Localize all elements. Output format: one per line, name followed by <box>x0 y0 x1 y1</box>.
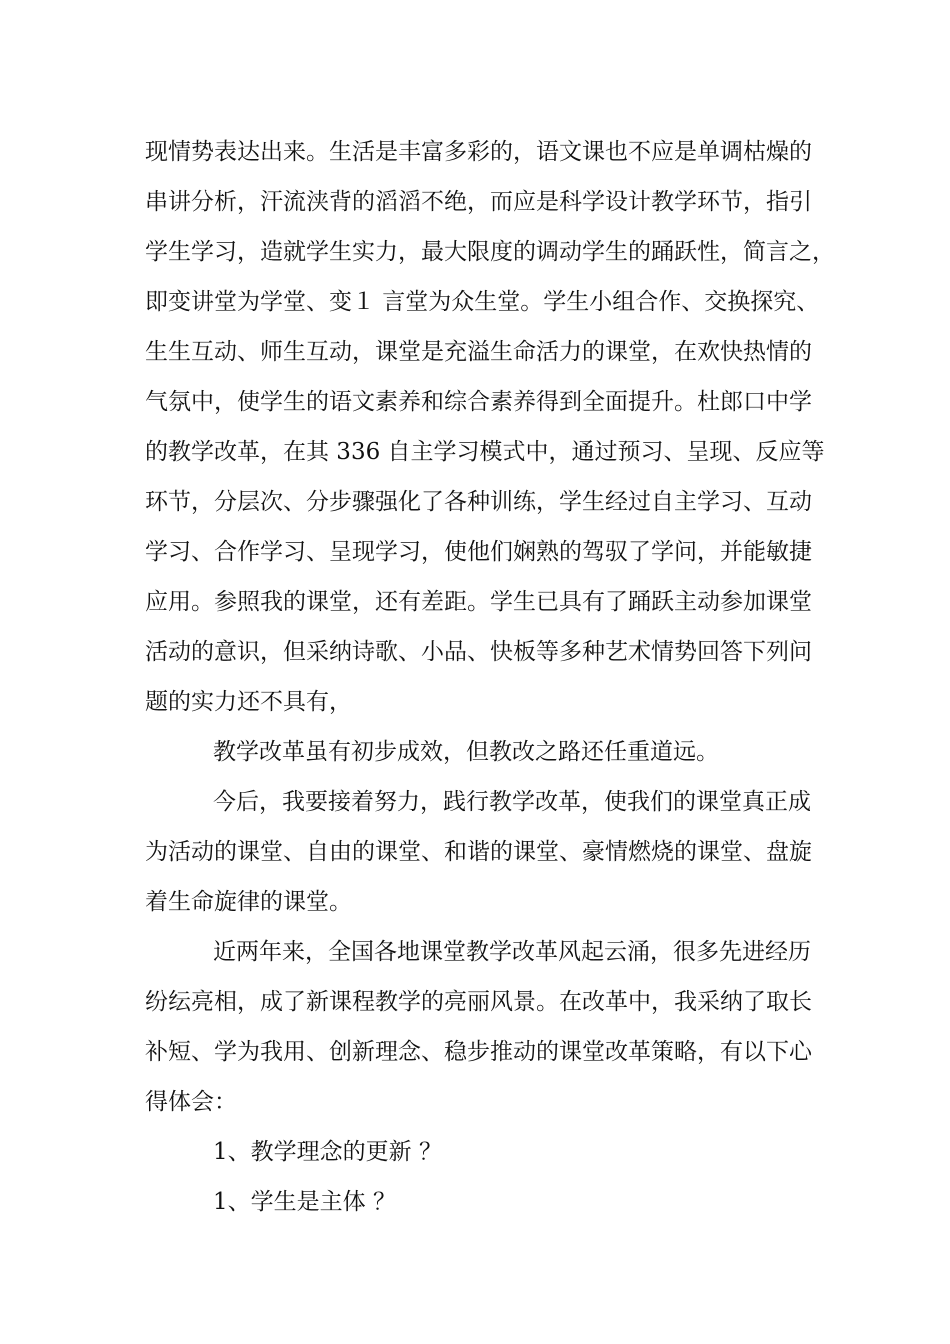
text-line: 得体会： <box>145 1089 237 1115</box>
text-line: 学习、合作学习、呈现学习，使他们娴熟的驾驭了学问，并能敏捷 <box>145 539 812 565</box>
text-line: 着生命旋律的课堂。 <box>145 889 352 915</box>
text-line: 即变讲堂为学堂、变１ 言堂为众生堂。学生小组合作、交换探究、 <box>145 289 820 315</box>
text-line: 的教学改革，在其 336 自主学习模式中，通过预习、呈现、反应等 <box>145 439 825 465</box>
text-line: 环节，分层次、分步骤强化了各种训练，学生经过自主学习、互动 <box>145 489 812 515</box>
text-line: 今后，我要接着努力，践行教学改革，使我们的课堂真正成 <box>213 789 811 815</box>
text-line: 现情势表达出来。生活是丰富多彩的，语文课也不应是单调枯燥的 <box>145 139 812 165</box>
text-line: 纷纭亮相，成了新课程教学的亮丽风景。在改革中，我采纳了取长 <box>145 989 812 1015</box>
text-line: 为活动的课堂、自由的课堂、和谐的课堂、豪情燃烧的课堂、盘旋 <box>145 839 812 865</box>
text-line: 气氛中，使学生的语文素养和综合素养得到全面提升。杜郎口中学 <box>145 389 812 415</box>
text-line: 串讲分析，汗流浃背的滔滔不绝，而应是科学设计教学环节，指引 <box>145 189 812 215</box>
text-line: 应用。参照我的课堂，还有差距。学生已具有了踊跃主动参加课堂 <box>145 589 812 615</box>
text-line: 补短、学为我用、创新理念、稳步推动的课堂改革策略，有以下心 <box>145 1039 812 1065</box>
text-line: 学生学习，造就学生实力，最大限度的调动学生的踊跃性，简言之， <box>145 239 835 265</box>
section-heading: 1、学生是主体 ？ <box>213 1189 396 1215</box>
text-line: 近两年来，全国各地课堂教学改革风起云涌，很多先进经历 <box>213 939 811 965</box>
text-line: 题的实力还不具有， <box>145 689 352 715</box>
text-line: 生生互动、师生互动，课堂是充溢生命活力的课堂，在欢快热情的 <box>145 339 812 365</box>
text-line: 教学改革虽有初步成效，但教改之路还任重道远。 <box>213 739 719 765</box>
section-heading: 1、教学理念的更新 ？ <box>213 1139 442 1165</box>
text-line: 活动的意识，但采纳诗歌、小品、快板等多种艺术情势回答下列问 <box>145 639 812 665</box>
